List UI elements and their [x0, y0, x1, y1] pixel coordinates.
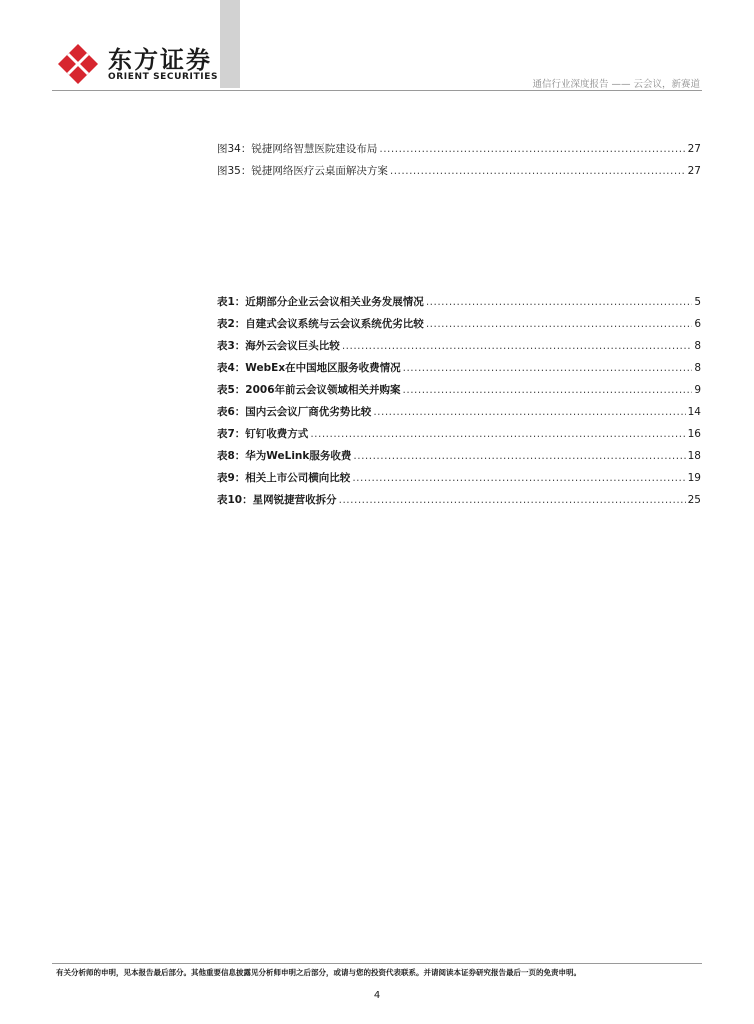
toc-entry-page: 8 — [694, 340, 701, 352]
company-name: 东方证券 — [108, 46, 212, 74]
toc-entry[interactable] — [217, 489, 701, 511]
toc-entry[interactable] — [217, 423, 701, 445]
figures-toc — [217, 138, 701, 182]
toc-entry-page: 19 — [687, 472, 701, 484]
toc-entry-label: 图34：锐捷网络智慧医院建设布局 — [217, 143, 378, 155]
page-number: 4 — [373, 990, 381, 1001]
tables-toc — [217, 291, 701, 511]
header-decor-bar — [220, 0, 240, 88]
footer-disclaimer: 有关分析师的申明，见本报告最后部分。其他重要信息披露见分析师申明之后部分，或请与您的投资代表联系。并请阅读本证券研究报告最后一页的免责申明。 — [56, 968, 581, 977]
toc-leader-dots — [310, 423, 685, 445]
toc-entry-label: 表4：WebEx在中国地区服务收费情况 — [217, 362, 401, 374]
toc-leader-dots — [353, 445, 685, 467]
toc-entry-page: 6 — [694, 318, 701, 330]
toc-entry-label: 表6：国内云会议厂商优劣势比较 — [217, 406, 372, 418]
toc-leader-dots — [390, 160, 686, 182]
toc-entry[interactable] — [217, 401, 701, 423]
toc-entry[interactable] — [217, 313, 701, 335]
toc-entry-page: 18 — [687, 450, 701, 462]
toc-entry[interactable] — [217, 379, 701, 401]
toc-leader-dots — [426, 291, 693, 313]
toc-entry-label: 图35：锐捷网络医疗云桌面解决方案 — [217, 165, 388, 177]
company-name-en: ORIENT SECURITIES — [108, 72, 219, 82]
toc-entry[interactable] — [217, 445, 701, 467]
toc-leader-dots — [339, 489, 686, 511]
toc-leader-dots — [403, 379, 693, 401]
company-logo-icon — [56, 42, 100, 90]
toc-entry[interactable] — [217, 335, 701, 357]
toc-entry-page: 27 — [687, 143, 701, 155]
toc-entry-label: 表10：星网锐捷营收拆分 — [217, 494, 337, 506]
toc-entry[interactable] — [217, 160, 701, 182]
toc-entry[interactable] — [217, 467, 701, 489]
toc-entry-page: 14 — [687, 406, 701, 418]
toc-leader-dots — [426, 313, 693, 335]
toc-entry-page: 5 — [694, 296, 701, 308]
toc-entry-label: 表7：钉钉收费方式 — [217, 428, 309, 440]
toc-leader-dots — [403, 357, 693, 379]
toc-entry-page: 9 — [694, 384, 701, 396]
toc-entry-label: 表2：自建式会议系统与云会议系统优劣比较 — [217, 318, 424, 330]
toc-leader-dots — [352, 467, 685, 489]
header-divider — [52, 90, 702, 91]
toc-leader-dots — [342, 335, 693, 357]
report-title: 通信行业深度报告 —— 云会议，新赛道 — [532, 79, 700, 90]
toc-entry[interactable] — [217, 357, 701, 379]
toc-entry-label: 表1：近期部分企业云会议相关业务发展情况 — [217, 296, 424, 308]
toc-entry-page: 16 — [687, 428, 701, 440]
toc-leader-dots — [379, 138, 685, 160]
footer-divider — [52, 963, 702, 964]
toc-entry-page: 25 — [687, 494, 701, 506]
toc-leader-dots — [373, 401, 685, 423]
toc-entry-label: 表5：2006年前云会议领域相关并购案 — [217, 384, 401, 396]
toc-entry-label: 表9：相关上市公司横向比较 — [217, 472, 351, 484]
toc-entry-page: 8 — [694, 362, 701, 374]
toc-entry[interactable] — [217, 138, 701, 160]
toc-entry[interactable] — [217, 291, 701, 313]
toc-entry-page: 27 — [687, 165, 701, 177]
toc-entry-label: 表8：华为WeLink服务收费 — [217, 450, 352, 462]
toc-entry-label: 表3：海外云会议巨头比较 — [217, 340, 340, 352]
